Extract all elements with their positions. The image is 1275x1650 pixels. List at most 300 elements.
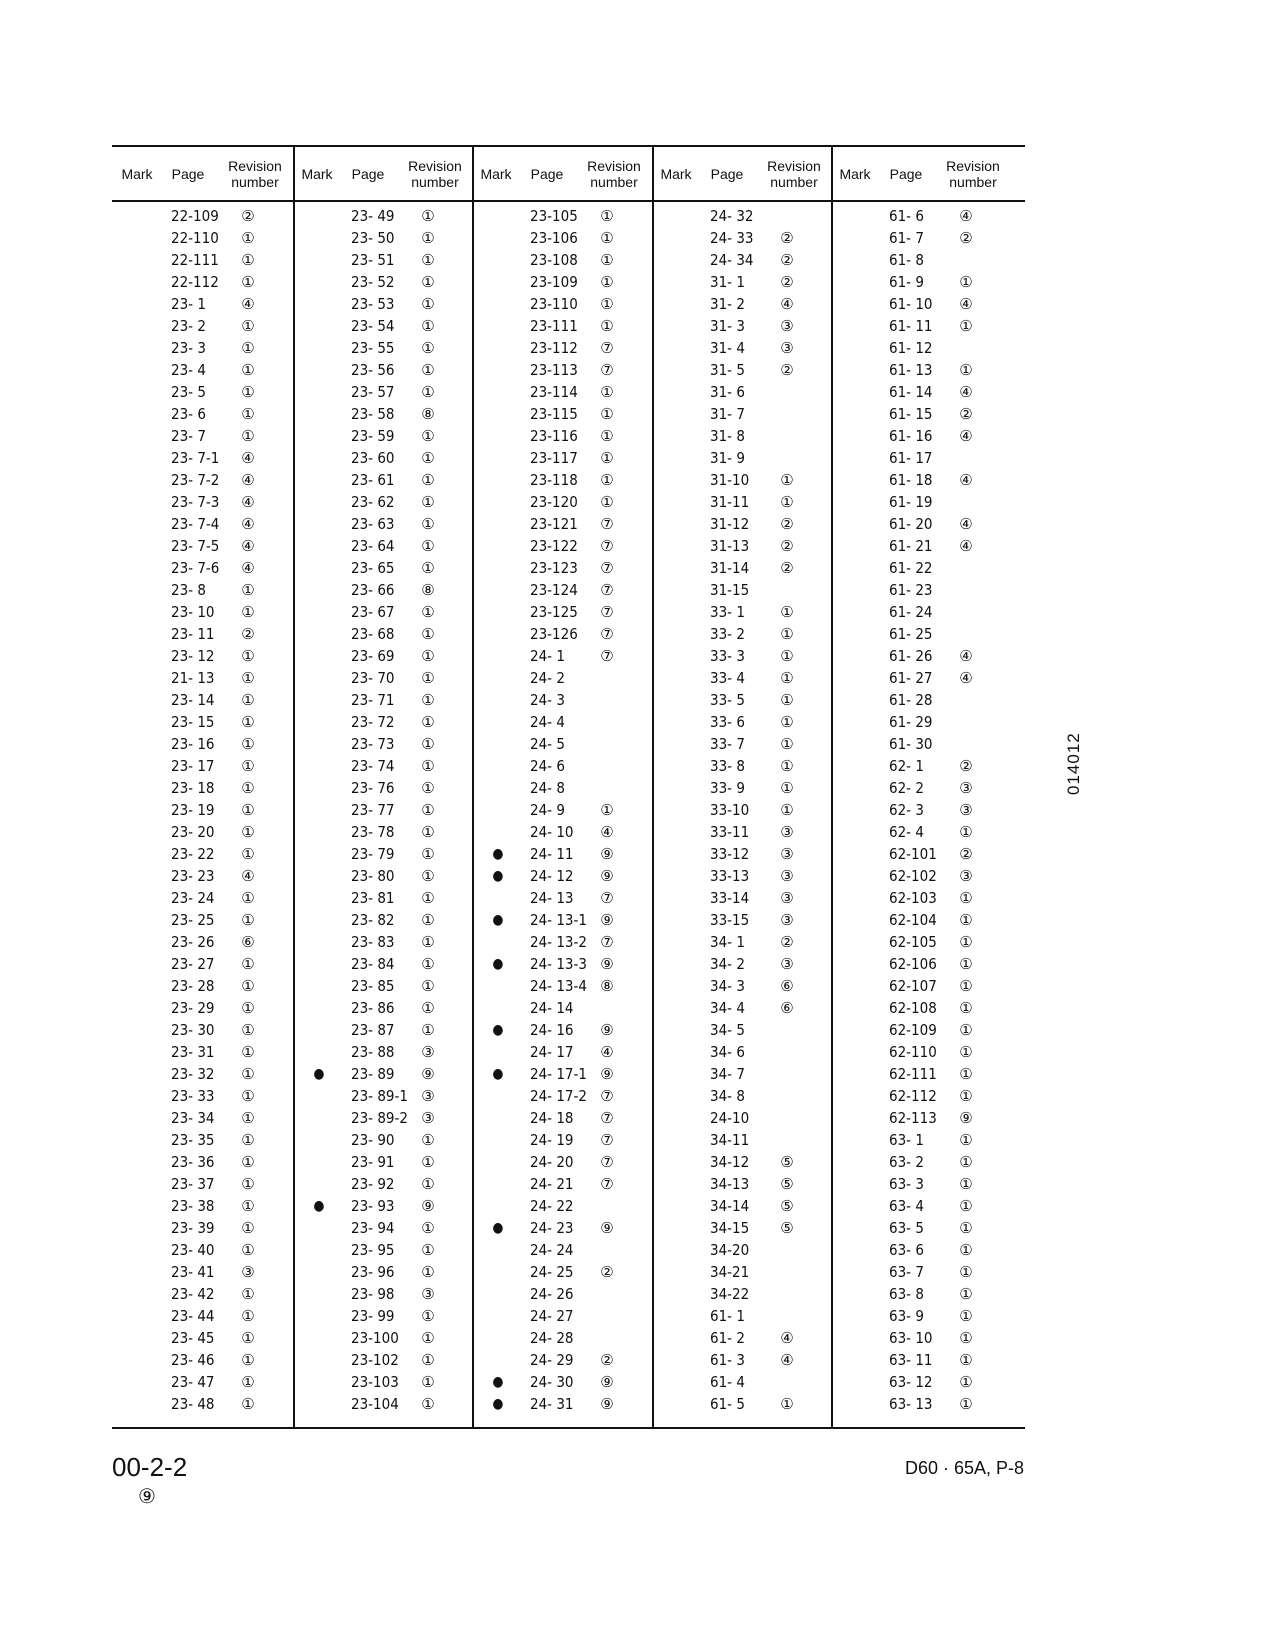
page-cell: 24- 3 (530, 691, 565, 709)
revision-cell: ③ (421, 1087, 435, 1105)
revision-cell: ① (241, 691, 255, 709)
revision-cell: ⑨ (600, 1065, 614, 1083)
revision-cell: ④ (780, 295, 794, 313)
page-cell: 22-111 (171, 251, 219, 269)
table-row (472, 1371, 648, 1393)
table-row (293, 887, 469, 909)
revision-cell: ④ (959, 427, 973, 445)
page-cell: 23- 22 (171, 845, 215, 863)
table-row (652, 821, 828, 843)
revision-cell: ① (780, 735, 794, 753)
table-row (472, 579, 648, 601)
table-row (831, 645, 1007, 667)
revision-cell: ① (600, 427, 614, 445)
page-cell: 24- 12 (530, 867, 574, 885)
page-cell: 23-112 (530, 339, 578, 357)
table-row (113, 1393, 289, 1415)
revision-cell: ② (780, 273, 794, 291)
table-row (113, 271, 289, 293)
revision-cell: ④ (241, 295, 255, 313)
revision-cell: ① (780, 647, 794, 665)
revision-cell: ① (959, 317, 973, 335)
page-cell: 23- 35 (171, 1131, 215, 1149)
table-row (652, 909, 828, 931)
table-row (831, 557, 1007, 579)
table-row (113, 1349, 289, 1371)
table-row (113, 205, 289, 227)
page-cell: 23- 24 (171, 889, 215, 907)
table-row (472, 205, 648, 227)
page-cell: 23- 6 (171, 405, 206, 423)
page-cell: 24- 4 (530, 713, 565, 731)
page-cell: 23- 82 (351, 911, 395, 929)
table-row (831, 227, 1007, 249)
page-cell: 31- 1 (710, 273, 745, 291)
revision-cell: ① (421, 955, 435, 973)
page-cell: 24- 13-2 (530, 933, 587, 951)
revision-cell: ① (421, 317, 435, 335)
table-row (472, 1239, 648, 1261)
table-row (831, 887, 1007, 909)
page-cell: 33- 1 (710, 603, 745, 621)
page-cell: 23- 51 (351, 251, 395, 269)
page-cell: 31-15 (710, 581, 750, 599)
page-cell: 31-13 (710, 537, 750, 555)
page-cell: 61- 3 (710, 1351, 745, 1369)
table-row (472, 1283, 648, 1305)
table-row (831, 1129, 1007, 1151)
table-row (113, 1305, 289, 1327)
page-cell: 23- 30 (171, 1021, 215, 1039)
revision-cell: ① (421, 537, 435, 555)
revision-cell: ① (959, 977, 973, 995)
table-row (831, 513, 1007, 535)
page-cell: 23- 73 (351, 735, 395, 753)
page-cell: 23- 56 (351, 361, 395, 379)
revision-cell: ① (959, 361, 973, 379)
table-row (652, 1107, 828, 1129)
revision-cell: ① (959, 1153, 973, 1171)
page-cell: 23- 14 (171, 691, 215, 709)
revision-cell: ⑤ (780, 1219, 794, 1237)
revision-cell: ④ (241, 471, 255, 489)
table-row (293, 359, 469, 381)
revision-cell: ⑤ (780, 1197, 794, 1215)
header-mark: Mark (121, 165, 153, 182)
table-row (831, 447, 1007, 469)
page-cell: 61- 22 (889, 559, 933, 577)
revision-cell: ④ (241, 867, 255, 885)
page-cell: 34- 5 (710, 1021, 745, 1039)
page-cell: 23-100 (351, 1329, 399, 1347)
table-row (652, 623, 828, 645)
page-cell: 33-12 (710, 845, 750, 863)
page-cell: 23- 89 (351, 1065, 395, 1083)
page-cell: 23- 10 (171, 603, 215, 621)
mark-cell: ● (492, 1066, 504, 1082)
page-cell: 63- 11 (889, 1351, 933, 1369)
table-row (831, 601, 1007, 623)
page-cell: 31-11 (710, 493, 750, 511)
revision-cell: ① (600, 471, 614, 489)
revision-cell: ① (421, 1241, 435, 1259)
table-row (831, 271, 1007, 293)
page-cell: 62-106 (889, 955, 937, 973)
revision-cell: ③ (780, 823, 794, 841)
table-row (293, 1327, 469, 1349)
revision-cell: ① (421, 339, 435, 357)
page-cell: 61- 15 (889, 405, 933, 423)
table-row (113, 1151, 289, 1173)
page-cell: 33- 9 (710, 779, 745, 797)
page-cell: 23- 7-6 (171, 559, 220, 577)
page-cell: 21- 13 (171, 669, 215, 687)
revision-cell: ① (241, 713, 255, 731)
table-row (831, 711, 1007, 733)
page-cell: 34-14 (710, 1197, 750, 1215)
revision-cell: ① (421, 515, 435, 533)
revision-cell: ⑧ (421, 405, 435, 423)
revision-cell: ③ (959, 801, 973, 819)
revision-cell: ① (241, 273, 255, 291)
page-cell: 33- 7 (710, 735, 745, 753)
table-row (472, 733, 648, 755)
page-cell: 23-109 (530, 273, 578, 291)
revision-cell: ⑦ (600, 1109, 614, 1127)
table-row (472, 557, 648, 579)
header-revision-line1: Revision (228, 157, 282, 174)
revision-cell: ① (600, 273, 614, 291)
page-cell: 23- 71 (351, 691, 395, 709)
table-row (113, 491, 289, 513)
table-row (652, 1371, 828, 1393)
revision-cell: ① (421, 999, 435, 1017)
revision-cell: ④ (600, 823, 614, 841)
page-cell: 23-115 (530, 405, 578, 423)
header-revision-line1: Revision (767, 157, 821, 174)
revision-cell: ⑦ (600, 647, 614, 665)
page-cell: 23- 5 (171, 383, 206, 401)
page-cell: 33-15 (710, 911, 750, 929)
revision-cell: ① (959, 933, 973, 951)
page-cell: 23- 85 (351, 977, 395, 995)
page-cell: 23- 92 (351, 1175, 395, 1193)
revision-cell: ⑦ (600, 339, 614, 357)
page-cell: 33- 8 (710, 757, 745, 775)
page-cell: 31- 4 (710, 339, 745, 357)
table-row (113, 1063, 289, 1085)
revision-cell: ① (421, 1263, 435, 1281)
table-row (113, 1261, 289, 1283)
page-cell: 23- 47 (171, 1373, 215, 1391)
page-cell: 61- 21 (889, 537, 933, 555)
page-cell: 23- 25 (171, 911, 215, 929)
table-row (831, 1349, 1007, 1371)
table-row (831, 821, 1007, 843)
page-cell: 61- 16 (889, 427, 933, 445)
table-row (293, 1129, 469, 1151)
revision-cell: ① (421, 273, 435, 291)
table-row (472, 513, 648, 535)
revision-cell: ② (600, 1263, 614, 1281)
page-cell: 23-103 (351, 1373, 399, 1391)
table-row (831, 909, 1007, 931)
page-cell: 23- 50 (351, 229, 395, 247)
header-revision-line2: number (590, 173, 638, 190)
page-cell: 23- 60 (351, 449, 395, 467)
revision-cell: ① (959, 1395, 973, 1413)
table-row (472, 1173, 648, 1195)
revision-cell: ① (959, 1021, 973, 1039)
mark-cell: ● (492, 846, 504, 862)
revision-cell: ① (421, 625, 435, 643)
revision-cell: ① (780, 757, 794, 775)
page-cell: 23- 3 (171, 339, 206, 357)
page-cell: 24- 27 (530, 1307, 574, 1325)
table-row (472, 711, 648, 733)
revision-cell: ④ (241, 449, 255, 467)
revision-cell: ① (600, 295, 614, 313)
page-cell: 62-112 (889, 1087, 937, 1105)
table-row (652, 293, 828, 315)
revision-cell: ⑨ (421, 1197, 435, 1215)
revision-cell: ① (421, 801, 435, 819)
header-revision-line2: number (770, 173, 818, 190)
header-page: Page (171, 165, 205, 182)
page-cell: 24-10 (710, 1109, 750, 1127)
page-cell: 31- 9 (710, 449, 745, 467)
mark-cell: ● (492, 912, 504, 928)
revision-cell: ② (780, 515, 794, 533)
revision-cell: ① (600, 801, 614, 819)
page-cell: 63- 12 (889, 1373, 933, 1391)
table-row (652, 447, 828, 469)
header-page: Page (351, 165, 385, 182)
page-cell: 24- 6 (530, 757, 565, 775)
table-row (652, 1393, 828, 1415)
table-row (113, 315, 289, 337)
revision-cell: ① (421, 229, 435, 247)
revision-cell: ② (780, 229, 794, 247)
revision-cell: ① (241, 317, 255, 335)
mark-cell: ● (492, 868, 504, 884)
revision-cell: ① (959, 955, 973, 973)
revision-cell: ① (780, 801, 794, 819)
revision-cell: ① (421, 361, 435, 379)
page-cell: 62-113 (889, 1109, 937, 1127)
revision-cell: ① (241, 977, 255, 995)
revision-cell: ① (421, 735, 435, 753)
revision-cell: ① (421, 757, 435, 775)
revision-cell: ① (421, 713, 435, 731)
table-row (472, 1217, 648, 1239)
revision-cell: ① (959, 1087, 973, 1105)
table-row (113, 1217, 289, 1239)
header-revision-number (580, 147, 648, 200)
mark-cell: ● (492, 1374, 504, 1390)
revision-cell: ① (241, 889, 255, 907)
page-cell: 31- 2 (710, 295, 745, 313)
table-row (652, 425, 828, 447)
table-row (293, 909, 469, 931)
page-cell: 23- 7-3 (171, 493, 220, 511)
header-revision-line2: number (949, 173, 997, 190)
revision-cell: ① (241, 735, 255, 753)
page-cell: 23- 55 (351, 339, 395, 357)
page-cell: 62- 1 (889, 757, 924, 775)
page-cell: 23-121 (530, 515, 578, 533)
page-cell: 24- 2 (530, 669, 565, 687)
page-cell: 23-110 (530, 295, 578, 313)
revision-cell: ⑦ (600, 1175, 614, 1193)
table-row (652, 1019, 828, 1041)
table-row (831, 1151, 1007, 1173)
table-row (293, 1349, 469, 1371)
page-cell: 24- 34 (710, 251, 754, 269)
table-row (831, 381, 1007, 403)
table-row (831, 1063, 1007, 1085)
table-row (831, 469, 1007, 491)
page-cell: 24- 29 (530, 1351, 574, 1369)
page-cell: 23- 16 (171, 735, 215, 753)
table-row (472, 271, 648, 293)
table-row (472, 1349, 648, 1371)
revision-cell: ⑥ (780, 977, 794, 995)
page-cell: 23-104 (351, 1395, 399, 1413)
page-cell: 23- 8 (171, 581, 206, 599)
table-row (472, 1019, 648, 1041)
page-cell: 31- 6 (710, 383, 745, 401)
header-revision-number (221, 147, 289, 200)
revision-cell: ① (421, 911, 435, 929)
revision-cell: ① (421, 977, 435, 995)
revision-cell: ④ (959, 669, 973, 687)
page-cell: 24- 19 (530, 1131, 574, 1149)
table-row (113, 711, 289, 733)
page-cell: 34-15 (710, 1219, 750, 1237)
revision-cell: ① (241, 1329, 255, 1347)
table-row (293, 953, 469, 975)
page-cell: 63- 2 (889, 1153, 924, 1171)
revision-cell: ① (421, 647, 435, 665)
table-row (831, 975, 1007, 997)
revision-cell: ① (241, 581, 255, 599)
revision-cell: ⑨ (421, 1065, 435, 1083)
revision-cell: ① (959, 1131, 973, 1149)
table-row (293, 997, 469, 1019)
revision-cell: ④ (959, 515, 973, 533)
page-cell: 22-110 (171, 229, 219, 247)
page-cell: 23- 17 (171, 757, 215, 775)
page-cell: 24- 20 (530, 1153, 574, 1171)
table-row (652, 689, 828, 711)
page-cell: 24- 30 (530, 1373, 574, 1391)
table-row (652, 931, 828, 953)
table-row (113, 381, 289, 403)
header-revision-number (401, 147, 469, 200)
revision-cell: ① (241, 1219, 255, 1237)
header-page: Page (889, 165, 923, 182)
page-cell: 23- 93 (351, 1197, 395, 1215)
revision-cell: ⑦ (600, 625, 614, 643)
table-row (652, 997, 828, 1019)
revision-cell: ① (241, 1043, 255, 1061)
revision-cell: ① (959, 1197, 973, 1215)
revision-cell: ① (241, 911, 255, 929)
page-cell: 31-12 (710, 515, 750, 533)
page-cell: 62-108 (889, 999, 937, 1017)
page-cell: 22-109 (171, 207, 219, 225)
page-cell: 24- 22 (530, 1197, 574, 1215)
page-cell: 61- 28 (889, 691, 933, 709)
page-cell: 23- 67 (351, 603, 395, 621)
table-row (113, 975, 289, 997)
table-row (652, 601, 828, 623)
revision-cell: ① (421, 493, 435, 511)
revision-cell: ① (421, 295, 435, 313)
page-cell: 23- 53 (351, 295, 395, 313)
page-cell: 33-14 (710, 889, 750, 907)
page-cell: 61- 17 (889, 449, 933, 467)
table-row (113, 1041, 289, 1063)
page-cell: 23- 52 (351, 273, 395, 291)
revision-cell: ⑦ (600, 537, 614, 555)
revision-cell: ③ (780, 317, 794, 335)
header-mark: Mark (660, 165, 692, 182)
table-row (113, 1107, 289, 1129)
header-revision-line2: number (411, 173, 459, 190)
table-row (652, 865, 828, 887)
table-row (652, 491, 828, 513)
page-cell: 23- 70 (351, 669, 395, 687)
page-cell: 24- 23 (530, 1219, 574, 1237)
table-row (831, 667, 1007, 689)
page-cell: 23- 23 (171, 867, 215, 885)
page-cell: 61- 7 (889, 229, 924, 247)
revision-cell: ① (421, 251, 435, 269)
page-cell: 23- 99 (351, 1307, 395, 1325)
page-cell: 23- 33 (171, 1087, 215, 1105)
revision-cell: ② (959, 845, 973, 863)
table-row (652, 579, 828, 601)
revision-cell: ① (241, 1285, 255, 1303)
revision-cell: ③ (959, 867, 973, 885)
revision-cell: ① (780, 603, 794, 621)
page-cell: 23- 86 (351, 999, 395, 1017)
table-row (113, 601, 289, 623)
page-cell: 23- 48 (171, 1395, 215, 1413)
page-cell: 23- 54 (351, 317, 395, 335)
revision-cell: ③ (780, 867, 794, 885)
revision-cell: ③ (421, 1043, 435, 1061)
page-cell: 62-104 (889, 911, 937, 929)
table-row (293, 381, 469, 403)
revision-cell: ④ (241, 493, 255, 511)
page-cell: 62-109 (889, 1021, 937, 1039)
table-row (293, 799, 469, 821)
page-cell: 34- 1 (710, 933, 745, 951)
page-cell: 33- 2 (710, 625, 745, 643)
table-row (831, 1239, 1007, 1261)
page-cell: 23- 49 (351, 207, 395, 225)
revision-cell: ⑦ (600, 1153, 614, 1171)
table-row (831, 579, 1007, 601)
page-cell: 24- 13 (530, 889, 574, 907)
table-row (652, 557, 828, 579)
revision-cell: ① (959, 889, 973, 907)
table-row (831, 953, 1007, 975)
revision-cell: ① (241, 1131, 255, 1149)
